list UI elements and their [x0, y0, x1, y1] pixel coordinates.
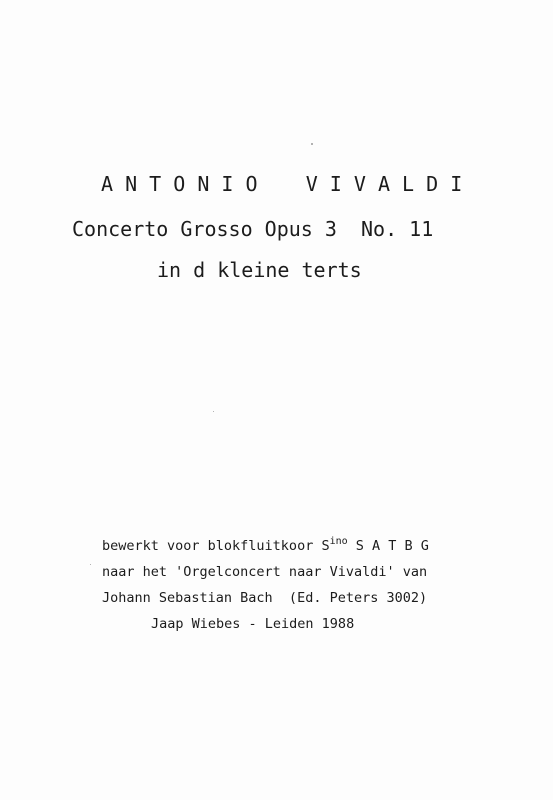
scan-speck: [311, 143, 313, 145]
arrangement-line: [102, 536, 429, 554]
composer-name: A N T O N I O V I V A L D I: [101, 172, 463, 196]
scan-speck: [90, 564, 91, 565]
sino-superscript: ino: [329, 536, 348, 547]
source-line: naar het 'Orgelconcert naar Vivaldi' van: [102, 564, 428, 580]
arranger-line: Jaap Wiebes - Leiden 1988: [151, 616, 355, 632]
work-title: Concerto Grosso Opus 3 No. 11: [72, 217, 434, 241]
composer-edition-line: Johann Sebastian Bach (Ed. Peters 3002): [102, 590, 428, 606]
key-signature-line: in d kleine terts: [157, 258, 362, 282]
scan-speck: [213, 411, 214, 412]
arrangement-text: bewerkt voor blokfluitkoor S: [102, 538, 330, 554]
voicing-text: S A T B G: [347, 538, 429, 554]
